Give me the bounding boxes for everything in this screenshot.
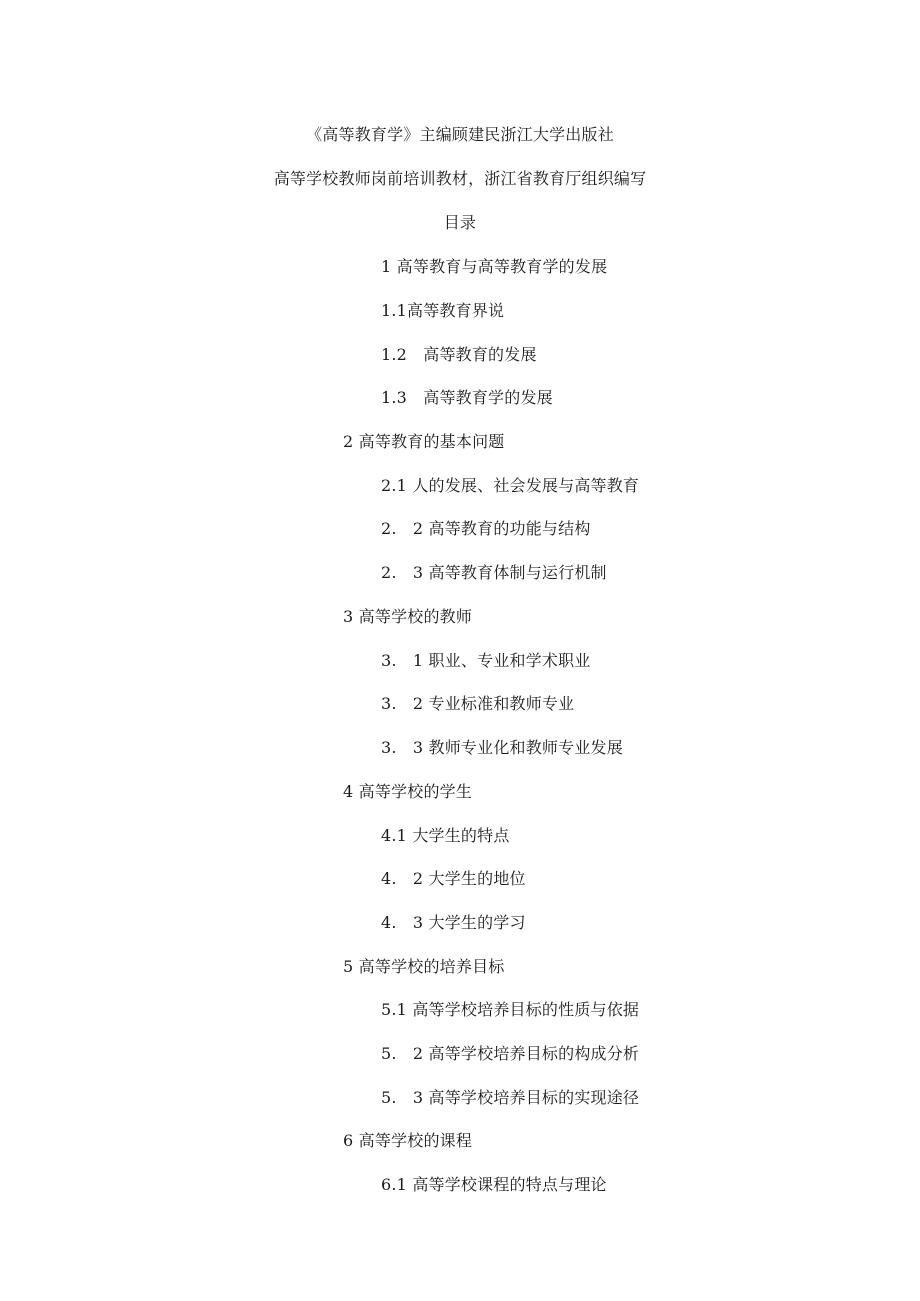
toc-entry: 5. 2 高等学校培养目标的构成分析 xyxy=(381,1044,640,1063)
book-info-line: 《高等教育学》主编顾建民浙江大学出版社 xyxy=(306,125,614,144)
toc-entry: 4. 3 大学生的学习 xyxy=(381,913,526,932)
toc-entry: 3. 2 专业标准和教师专业 xyxy=(381,694,575,713)
toc-entry: 6.1 高等学校课程的特点与理论 xyxy=(381,1175,607,1194)
toc-entry: 2. 2 高等教育的功能与结构 xyxy=(381,519,591,538)
toc-chapter: 5 高等学校的培养目标 xyxy=(343,957,505,976)
toc-chapter: 6 高等学校的课程 xyxy=(343,1131,473,1150)
toc-entry: 4. 2 大学生的地位 xyxy=(381,869,526,888)
toc-entry: 1 高等教育与高等教育学的发展 xyxy=(381,257,608,276)
toc-entry: 1.1高等教育界说 xyxy=(381,301,505,320)
toc-entry: 1.3 高等教育学的发展 xyxy=(381,388,553,407)
toc-chapter: 3 高等学校的教师 xyxy=(343,607,473,626)
book-subtitle-line: 高等学校教师岗前培训教材，浙江省教育厅组织编写 xyxy=(273,169,647,188)
toc-chapter: 4 高等学校的学生 xyxy=(343,782,473,801)
toc-entry: 1.2 高等教育的发展 xyxy=(381,345,537,364)
toc-entry: 3. 1 职业、专业和学术职业 xyxy=(381,651,591,670)
toc-entry: 5.1 高等学校培养目标的性质与依据 xyxy=(381,1000,640,1019)
toc-entry: 3. 3 教师专业化和教师专业发展 xyxy=(381,738,623,757)
toc-title: 目录 xyxy=(443,213,477,232)
toc-entry: 4.1 大学生的特点 xyxy=(381,826,510,845)
toc-entry: 5. 3 高等学校培养目标的实现途径 xyxy=(381,1088,640,1107)
toc-entry: 2.1 人的发展、社会发展与高等教育 xyxy=(381,476,640,495)
toc-chapter: 2 高等教育的基本问题 xyxy=(343,432,505,451)
toc-entry: 2. 3 高等教育体制与运行机制 xyxy=(381,563,607,582)
